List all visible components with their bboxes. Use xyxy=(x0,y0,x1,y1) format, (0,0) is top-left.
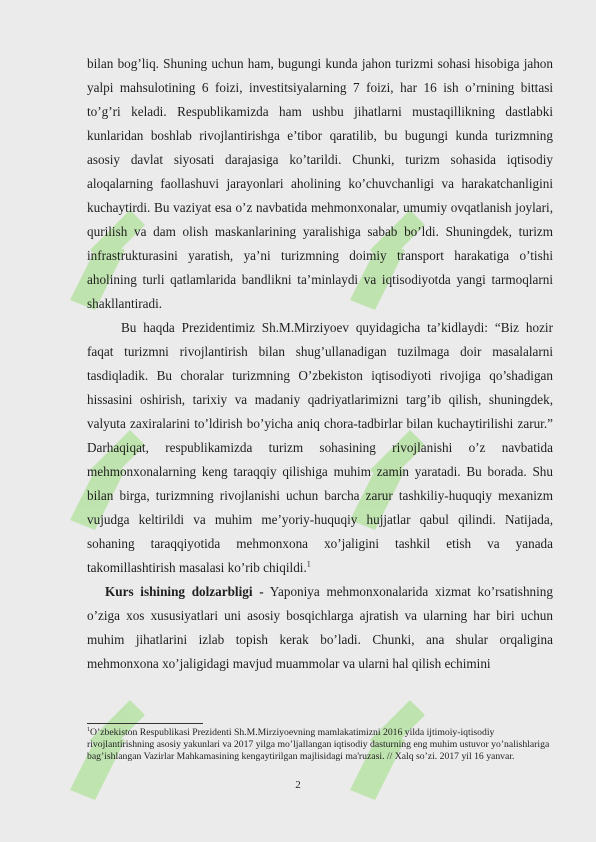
paragraph-3-text: Yaponiya mehmonxonalarida xizmat ko’rsatishning o’ziga xos xususiyatlari uni asosiy bosqichlarga ajratish va ularning har biri uchun muhim jihatlarini izlab topish kerak bo’ladi. Chunki, ana shular orqaligina mehmonxona xo’jaligidagi mavjud muammolar va ularni hal qilish echimini xyxy=(87,584,553,671)
paragraph-1: bilan bog’liq. Shuning uchun ham, bugungi kunda jahon turizmi sohasi hisobiga jahon yalpi mahsulotining 6 foizi, investitsiyalarning 7 foizi, har 16 ish o’rnining bittasi to’g’ri keladi. Respublikamizda ham ushbu jihatlarni mustaqillikning dastlabki kunlaridan boshlab rivojlantirishga e’tibor qaratilib, bu bugungi kunda turizmning asosiy davlat siyosati darajasiga ko’tarildi. Chunki, turizm sohasida iqtisodiy aloqalarning faollashuvi jarayonlari aholining ko’chuvchanligi va harakatchanligini kuchaytirdi. Bu vaziyat esa o’z navbatida mehmonxonalar, umumiy ovqatlanish joylari, qurilish va dam olish maskanlarining yaralishiga sabab bo’ldi. Shuningdek, turizm infrastrukturasini yaratish, ya’ni turizmning doimiy transport harakatiga o’tishi aholining turli qatlamlarida bandlikni ta’minlaydi va iqtisodiyotda yangi tarmoqlarni shakllantiradi. xyxy=(87,56,553,311)
paragraph-3 xyxy=(87,580,553,676)
footnote-divider xyxy=(87,723,203,724)
section-heading: Kurs ishining dolzarbligi - xyxy=(105,584,264,599)
footnote-marker: 1 xyxy=(87,726,90,733)
page-body xyxy=(87,52,553,676)
footnote xyxy=(87,727,553,764)
footnote-text: O’zbekiston Respublikasi Prezidenti Sh.M.Mirziyoevning mamlakatimizni 2016 yilda ijtimoiy-iqtisodiy rivojlantirishning asosiy yakunlari va 2017 yilga mo’ljallangan iqtisodiy dasturning eng muhim ustuvor yo’nalishlariga bag’ishlangan Vazirlar Mahkamasining kengaytirilgan majlisidagi ma'ruzasi. // Xalq so’zi. 2017 yil 16 yanvar. xyxy=(87,727,550,763)
paragraph-2 xyxy=(87,316,553,580)
watermark: ⟡ so xyxy=(0,0,596,842)
paragraph-2-text: Bu haqda Prezidentimiz Sh.M.Mirziyoev quyidagicha ta’kidlaydi: “Biz hozir faqat turizmni rivojlantirish bilan shug’ullanadigan tuzilmaga doir masalalarni tasdiqladik. Bu choralar turizmning O’zbekiston iqtisodiyoti rivojiga qo’shadigan hissasini oshirish, tarixiy va madaniy qadriyatlarimizni targ’ib qilish, shuningdek, valyuta zaxiralarini to’ldirish bo’yicha aniq chora-tadbirlar bilan kuchaytirilishi zarur.” Darhaqiqat, respublikamizda turizm sohasining rivojlanishi o’z navbatida mehmonxonalarning keng taraqqiy qilishiga muhim zamin yaratadi. Bu borada. Shu bilan birga, turizmning rivojlanishi uchun barcha zarur tashkiliy-huquqiy mexanizm vujudga keltirildi va muhim me’yoriy-huquqiy hujjatlar qabul qilindi. Natijada, sohaning taraqqiyotida mehmonxona xo’jaligini tashkil etish va yanada takomillashtirish masalasi ko’rib chiqildi. xyxy=(87,320,553,575)
footnote-ref[interactable]: 1 xyxy=(306,559,311,569)
page-number: 2 xyxy=(295,779,301,791)
